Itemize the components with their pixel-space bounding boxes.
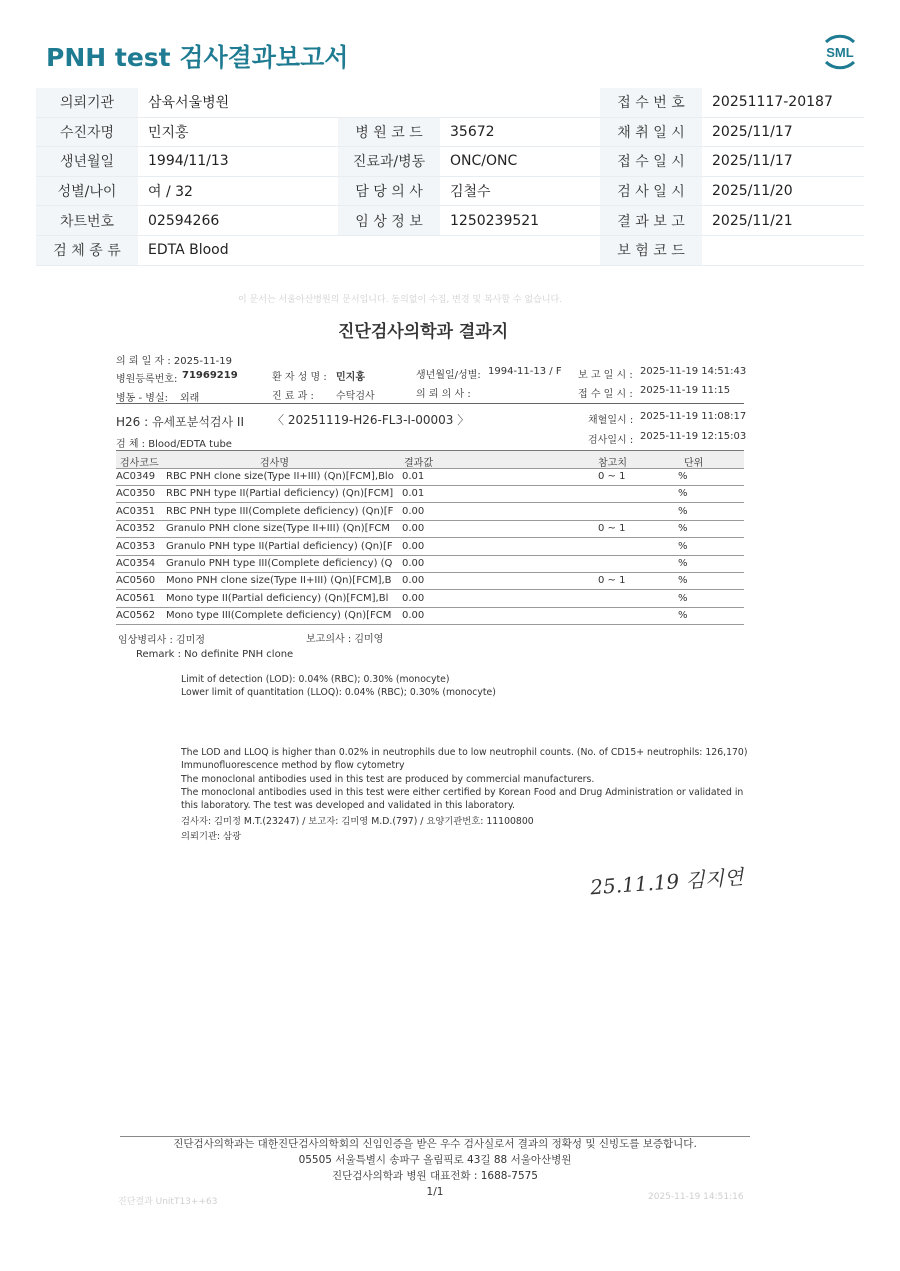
result-code: AC0352 bbox=[116, 523, 156, 535]
info-value: 삼육서울병원 bbox=[138, 88, 338, 117]
result-unit: % bbox=[678, 523, 688, 535]
col-ref: 참고치 bbox=[598, 458, 627, 469]
result-unit: % bbox=[678, 471, 688, 482]
result-code: AC0560 bbox=[116, 575, 156, 587]
result-row bbox=[116, 503, 744, 521]
info-value: 여 / 32 bbox=[138, 176, 338, 206]
result-value: 0.00 bbox=[402, 523, 425, 535]
request-date: 의 뢰 일 자 : 2025-11-19 bbox=[116, 356, 233, 367]
result-row bbox=[116, 468, 744, 486]
dept: 수탁검사 bbox=[336, 391, 375, 402]
result-unit: % bbox=[678, 540, 688, 552]
footer-line: 진단검사의학과는 대한진단검사의학회의 신임인증을 받은 우수 검사실로서 결과의 정확성 및 신빙도를 보증합니다. bbox=[173, 1138, 697, 1150]
info-label: 담 당 의 사 bbox=[338, 176, 440, 206]
test-time-label: 검사일시 : bbox=[588, 435, 634, 446]
note-line: Lower limit of quantitation (LLOQ): 0.04% (RBC); 0.30% (monocyte) bbox=[181, 687, 496, 698]
result-value: 0.00 bbox=[402, 540, 425, 552]
result-ref: 0 ~ 1 bbox=[598, 471, 626, 482]
info-label: 채 취 일 시 bbox=[600, 117, 702, 147]
col-result: 결과값 bbox=[404, 458, 433, 469]
footer bbox=[120, 1136, 750, 1200]
info-label: 접 수 번 호 bbox=[600, 88, 702, 117]
info-label bbox=[338, 88, 440, 117]
result-code: AC0350 bbox=[116, 488, 156, 500]
info-value: 35672 bbox=[440, 117, 600, 147]
result-name: RBC PNH type II(Partial deficiency) (Qn)[FCM] bbox=[166, 488, 394, 500]
result-ref: 0 ~ 1 bbox=[598, 523, 626, 535]
sml-logo bbox=[818, 30, 862, 74]
info-value: 02594266 bbox=[138, 206, 338, 236]
info-label: 결 과 보 고 bbox=[600, 206, 702, 236]
result-unit: % bbox=[678, 505, 688, 517]
result-code: AC0353 bbox=[116, 540, 156, 552]
result-row bbox=[116, 485, 744, 503]
result-row bbox=[116, 555, 744, 573]
remark: Remark : No definite PNH clone bbox=[136, 649, 294, 660]
result-value: 0.01 bbox=[402, 488, 425, 500]
patient-label: 환 자 성 명 : bbox=[272, 372, 327, 383]
col-unit: 단위 bbox=[684, 458, 704, 469]
result-unit: % bbox=[678, 575, 688, 587]
result-row bbox=[116, 607, 744, 625]
result-row bbox=[116, 572, 744, 590]
collect-label: 채혈일시 : bbox=[588, 415, 634, 426]
info-row bbox=[36, 176, 864, 206]
footer-left: 진단결과 UnitT13++63 bbox=[118, 1197, 218, 1207]
info-label: 병 원 코 드 bbox=[338, 117, 440, 147]
dept-label: 진 료 과 : bbox=[272, 391, 314, 402]
result-name: Mono PNH clone size(Type II+III) (Qn)[FCM],B bbox=[166, 575, 392, 587]
result-code: AC0561 bbox=[116, 592, 156, 604]
watermark-text: 이 문서는 서울아산병원의 문서입니다. 동의없이 수집, 변경 및 복사할 수 없습니다. bbox=[238, 295, 563, 305]
reg-no-label: 병원등록번호: bbox=[116, 374, 178, 385]
footer-right: 2025-11-19 14:51:16 bbox=[648, 1192, 744, 1202]
logo-text: SML bbox=[826, 45, 854, 60]
info-value: 2025/11/17 bbox=[702, 147, 864, 177]
report-time-label: 보 고 일 시 : bbox=[578, 370, 633, 381]
results-header bbox=[116, 450, 744, 469]
info-label bbox=[338, 235, 440, 265]
note-line: Limit of detection (LOD): 0.04% (RBC); 0.30% (monocyte) bbox=[181, 674, 450, 685]
result-value: 0.00 bbox=[402, 558, 425, 569]
ward: 외래 bbox=[180, 393, 200, 404]
info-row bbox=[36, 206, 864, 236]
info-row bbox=[36, 235, 864, 265]
report-title: 진단검사의학과 결과지 bbox=[338, 322, 509, 342]
info-label: 검 사 일 시 bbox=[600, 176, 702, 206]
result-unit: % bbox=[678, 610, 688, 622]
note-line: The monoclonal antibodies used in this test were either certified by Korean Food and Drug Administration or validated in bbox=[181, 787, 744, 798]
result-value: 0.00 bbox=[402, 610, 425, 622]
info-value: 2025/11/17 bbox=[702, 117, 864, 147]
result-code: AC0351 bbox=[116, 505, 156, 517]
info-value: 민지홍 bbox=[138, 117, 338, 147]
info-row bbox=[36, 147, 864, 177]
result-unit: % bbox=[678, 488, 688, 500]
info-value: 2025/11/20 bbox=[702, 176, 864, 206]
col-code: 검사코드 bbox=[120, 458, 159, 469]
result-name: Mono type II(Partial deficiency) (Qn)[FCM],Bl bbox=[166, 592, 389, 604]
info-value: 1994/11/13 bbox=[138, 147, 338, 177]
info-label: 차트번호 bbox=[36, 206, 138, 236]
result-code: AC0354 bbox=[116, 558, 156, 569]
info-value bbox=[440, 88, 600, 117]
accession-no: 〈 20251119-H26-FL3-I-00003 〉 bbox=[272, 413, 470, 427]
info-value: 20251117-20187 bbox=[702, 88, 864, 117]
info-value: 2025/11/21 bbox=[702, 206, 864, 236]
collect-time: 2025-11-19 11:08:17 bbox=[640, 411, 747, 422]
info-label: 의뢰기관 bbox=[36, 88, 138, 117]
birth-label: 생년월일/성별: bbox=[416, 370, 481, 381]
test-name: H26 : 유세포분석검사 II bbox=[116, 415, 245, 429]
receipt-time: 2025-11-19 11:15 bbox=[640, 385, 731, 396]
col-name: 검사명 bbox=[260, 458, 289, 469]
result-value: 0.00 bbox=[402, 575, 425, 587]
result-name: Mono type III(Complete deficiency) (Qn)[FCM bbox=[166, 610, 392, 622]
info-value: EDTA Blood bbox=[138, 235, 338, 265]
info-label: 성별/나이 bbox=[36, 176, 138, 206]
doctor-label: 의 뢰 의 사 : bbox=[416, 389, 471, 400]
result-unit: % bbox=[678, 558, 688, 569]
receipt-time-label: 접 수 일 시 : bbox=[578, 389, 633, 400]
note-line: Immunofluorescence method by flow cytometry bbox=[181, 760, 405, 771]
test-time: 2025-11-19 12:15:03 bbox=[640, 431, 747, 442]
result-name: Granulo PNH type II(Partial deficiency) (Qn)[F bbox=[166, 540, 393, 552]
note-line: 검사자: 김미정 M.T.(23247) / 보고자: 김미영 M.D.(797) / 요양기관번호: 11100800 bbox=[181, 816, 534, 827]
reg-no: 71969219 bbox=[182, 370, 238, 381]
note-line: this laboratory. The test was developed and validated in this laboratory. bbox=[181, 800, 515, 811]
info-label: 접 수 일 시 bbox=[600, 147, 702, 177]
info-row bbox=[36, 117, 864, 147]
info-label: 검 체 종 류 bbox=[36, 235, 138, 265]
result-name: RBC PNH clone size(Type II+III) (Qn)[FCM],Blo bbox=[166, 471, 394, 482]
info-row bbox=[36, 88, 864, 117]
info-label: 수진자명 bbox=[36, 117, 138, 147]
footer-line: 05505 서울특별시 송파구 올림픽로 43길 88 서울아산병원 bbox=[298, 1154, 572, 1166]
report-time: 2025-11-19 14:51:43 bbox=[640, 366, 747, 377]
result-name: Granulo PNH type III(Complete deficiency) (Q bbox=[166, 558, 393, 569]
divider bbox=[116, 403, 744, 404]
birth: 1994-11-13 / F bbox=[488, 366, 562, 377]
info-value bbox=[702, 235, 864, 265]
info-value bbox=[440, 235, 600, 265]
handwritten-signature: 25.11.19 김지연 bbox=[589, 864, 745, 900]
note-line: The monoclonal antibodies used in this test are produced by commercial manufacturers. bbox=[181, 774, 595, 785]
result-ref: 0 ~ 1 bbox=[598, 575, 626, 587]
info-label: 생년월일 bbox=[36, 147, 138, 177]
note-line: The LOD and LLOQ is higher than 0.02% in neutrophils due to low neutrophil counts. (No. of CD15+ neutrophils: 126,170) bbox=[181, 747, 748, 758]
patient-info-table bbox=[36, 88, 864, 266]
result-row bbox=[116, 590, 744, 608]
result-name: RBC PNH type III(Complete deficiency) (Qn)[F bbox=[166, 505, 394, 517]
reporter: 보고의사 : 김미영 bbox=[306, 634, 384, 645]
ward-label: 병동 - 병실: bbox=[116, 393, 168, 404]
footer-line: 1/1 bbox=[426, 1186, 444, 1198]
result-name: Granulo PNH clone size(Type II+III) (Qn)[FCM bbox=[166, 523, 390, 535]
result-unit: % bbox=[678, 592, 688, 604]
note-line: 의뢰기관: 삼광 bbox=[181, 831, 241, 842]
info-value: 1250239521 bbox=[440, 206, 600, 236]
result-value: 0.00 bbox=[402, 505, 425, 517]
info-label: 임 상 정 보 bbox=[338, 206, 440, 236]
result-row bbox=[116, 520, 744, 538]
footer-line: 진단검사의학과 병원 대표전화 : 1688-7575 bbox=[332, 1170, 538, 1182]
result-code: AC0349 bbox=[116, 471, 156, 482]
specimen: 검 체 : Blood/EDTA tube bbox=[116, 439, 232, 450]
info-label: 진료과/병동 bbox=[338, 147, 440, 177]
info-value: 김철수 bbox=[440, 176, 600, 206]
result-value: 0.01 bbox=[402, 471, 425, 482]
info-label: 보 험 코 드 bbox=[600, 235, 702, 265]
result-value: 0.00 bbox=[402, 592, 425, 604]
pathologist: 임상병리사 : 김미정 bbox=[118, 635, 206, 646]
patient-name: 민지홍 bbox=[336, 372, 365, 383]
page-title: PNH test 검사결과보고서 bbox=[46, 43, 349, 72]
info-value: ONC/ONC bbox=[440, 147, 600, 177]
result-row bbox=[116, 538, 744, 556]
result-code: AC0562 bbox=[116, 610, 156, 622]
